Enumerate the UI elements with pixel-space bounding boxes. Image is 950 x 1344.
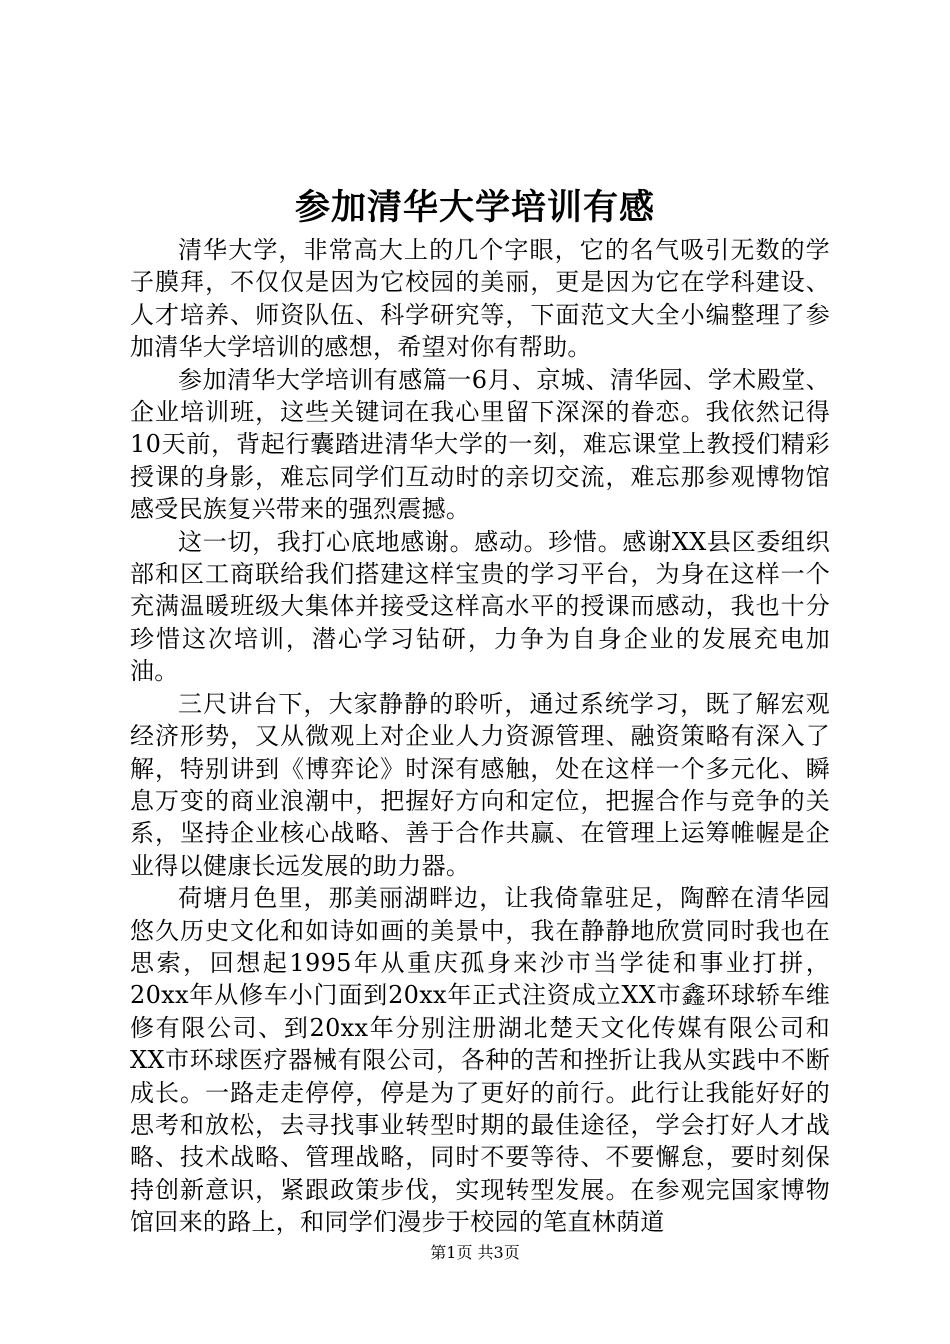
paragraph: 三尺讲台下，大家静静的聆听，通过系统学习，既了解宏观经济形势，又从微观上对企业人力资源管理、融资策略有深入了解，特别讲到《博弈论》时深有感触，处在这样一个多元化、瞬息万变的商业浪潮中，把握好方向和定位，把握合作与竞争的关系，坚持企业核心战略、善于合作共赢、在管理上运筹帷幄是企业得以健康长远发展的助力器。 [130,689,830,880]
paragraph: 这一切，我打心底地感谢。感动。珍惜。感谢XX县区委组织部和区工商联给我们搭建这样宝贵的学习平台，为身在这样一个充满温暖班级大集体并接受这样高水平的授课而感动，我也十分珍惜这次培训，潜心学习钻研，力争为自身企业的发展充电加油。 [130,527,830,686]
document-body [130,234,830,1239]
document-title: 参加清华大学培训有感 [294,187,655,228]
paragraph: 荷塘月色里，那美丽湖畔边，让我倚靠驻足，陶醉在清华园悠久历史文化和如诗如画的美景中，我在静静地欣赏同时我也在思索，回想起1995年从重庆孤身来沙市当学徒和事业打拼，20xx年从修车小门面到20xx年正式注资成立XX市鑫环球轿车维修有限公司、到20xx年分别注册湖北楚天文化传媒有限公司和XX市环球医疗器械有限公司，各种的苦和挫折让我从实践中不断成长。一路走走停停，停是为了更好的前行。此行让我能好好的思考和放松，去寻找事业转型时期的最佳途径，学会打好人才战略、技术战略、管理战略，同时不要等待、不要懈怠，要时刻保持创新意识，紧跟政策步伐，实现转型发展。在参观完国家博物馆回来的路上，和同学们漫步于校园的笔直林荫道 [130,884,830,1237]
paragraph: 清华大学，非常高大上的几个字眼，它的名气吸引无数的学子膜拜，不仅仅是因为它校园的美丽，更是因为它在学科建设、人才培养、师资队伍、科学研究等，下面范文大全小编整理了参加清华大学培训的感想，希望对你有帮助。 [130,236,830,362]
paragraph: 参加清华大学培训有感篇一6月、京城、清华园、学术殿堂、企业培训班，这些关键词在我心里留下深深的眷恋。我依然记得10天前，背起行囊踏进清华大学的一刻，难忘课堂上教授们精彩授课的身影，难忘同学们互动时的亲切交流，难忘那参观博物馆感受民族复兴带来的强烈震撼。 [130,365,830,524]
page-number-footer: 第1页 共3页 [430,1243,520,1262]
